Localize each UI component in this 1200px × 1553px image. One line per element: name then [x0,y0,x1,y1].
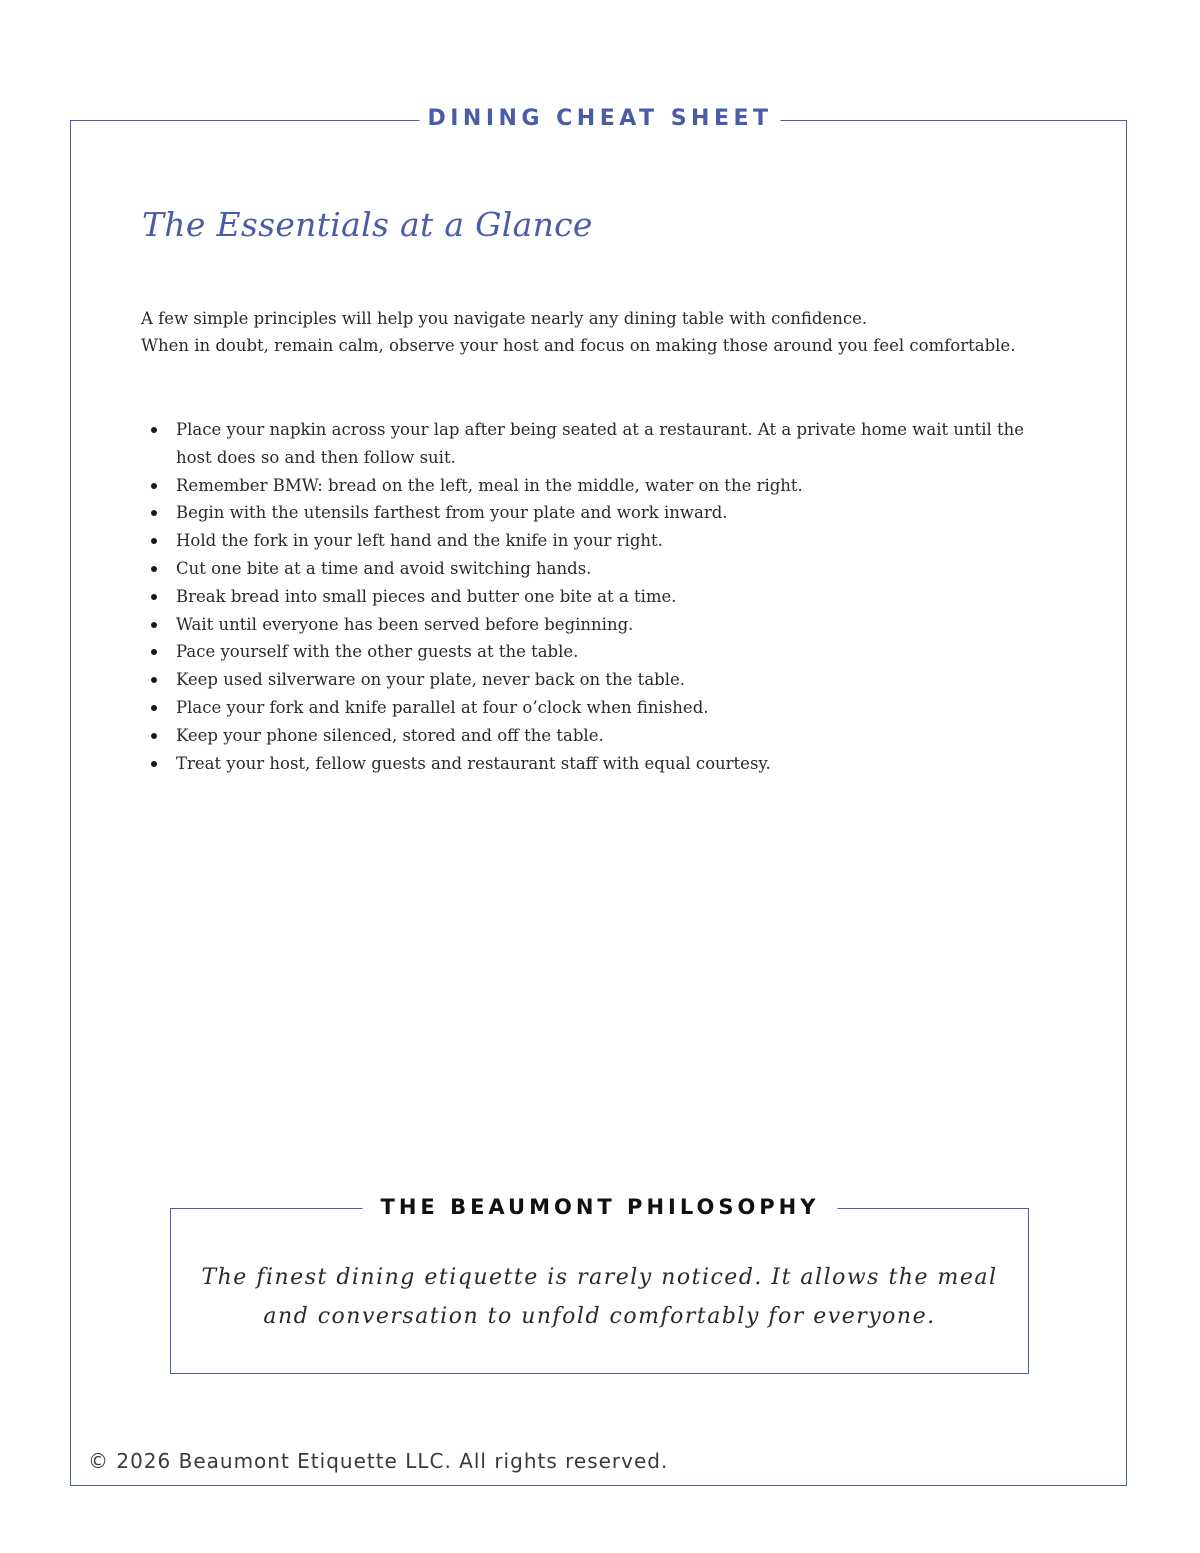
tip-text: Cut one bite at a time and avoid switching hands. [176,558,592,578]
intro-line: A few simple principles will help you navigate nearly any dining table with confidence. [141,309,868,328]
intro-line: When in doubt, remain calm, observe your host and focus on making those around you feel comfortable. [141,336,1016,355]
list-item [141,722,1061,750]
bullet-icon [151,538,157,544]
list-item [141,666,1061,694]
bullet-icon [151,483,157,489]
list-item [141,527,1061,555]
copyright-footer: © 2026 Beaumont Etiquette LLC. All rights reserved. [88,1449,669,1473]
tip-text: Remember BMW: bread on the left, meal in the middle, water on the right. [176,475,803,495]
list-item [141,638,1061,666]
tip-text: Begin with the utensils farthest from your plate and work inward. [176,503,728,523]
section-title: The Essentials at a Glance [142,205,593,244]
tips-list [141,416,1061,777]
bullet-icon [151,566,157,572]
list-item [141,750,1061,778]
quote-line: The finest dining etiquette is rarely noticed. It allows the meal [201,1265,998,1290]
philosophy-quote [170,1258,1029,1336]
bullet-icon [151,622,157,628]
tip-text: Wait until everyone has been served before beginning. [176,614,634,634]
intro-paragraph [141,305,1101,359]
sheet-header: DINING CHEAT SHEET [419,105,780,133]
quote-line: and conversation to unfold comfortably for everyone. [263,1304,936,1329]
list-item [141,499,1061,527]
list-item [141,416,1061,472]
list-item [141,694,1061,722]
tip-text: Place your napkin across your lap after being seated at a restaurant. At a private home wait until the host does so and then follow suit. [176,420,1025,467]
tip-text: Hold the fork in your left hand and the knife in your right. [176,531,663,551]
bullet-icon [151,427,157,433]
list-item [141,583,1061,611]
tip-text: Pace yourself with the other guests at the table. [176,642,579,662]
bullet-icon [151,594,157,600]
tip-text: Keep your phone silenced, stored and off the table. [176,725,604,745]
list-item [141,611,1061,639]
bullet-icon [151,510,157,516]
tip-text: Treat your host, fellow guests and restaurant staff with equal courtesy. [176,753,771,773]
list-item [141,555,1061,583]
bullet-icon [151,649,157,655]
philosophy-title: THE BEAUMONT PHILOSOPHY [363,1192,838,1222]
bullet-icon [151,705,157,711]
list-item [141,472,1061,500]
tip-text: Keep used silverware on your plate, never back on the table. [176,670,686,690]
tip-text: Place your fork and knife parallel at four o’clock when finished. [176,697,709,717]
tip-text: Break bread into small pieces and butter one bite at a time. [176,586,677,606]
bullet-icon [151,733,157,739]
bullet-icon [151,761,157,767]
bullet-icon [151,677,157,683]
